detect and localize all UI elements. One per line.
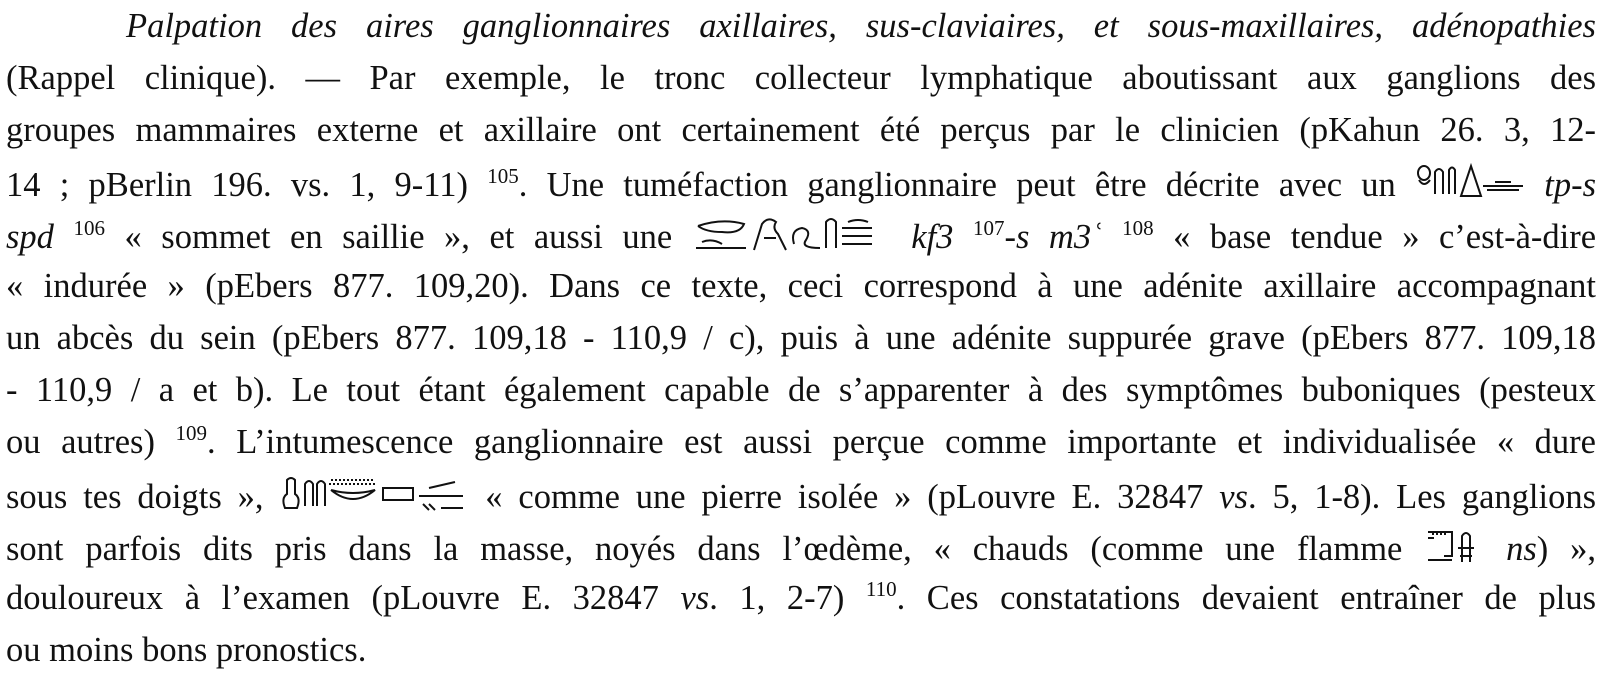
text: ou moins bons pronostics.: [6, 631, 367, 669]
paragraph-line-5: [6, 214, 1596, 254]
footnote-ref-109[interactable]: 109: [175, 421, 208, 445]
text: « indurée » (pEbers 877. 109,20). Dans ce texte, ceci correspond à une adénite axillaire accompagnant: [6, 267, 1596, 305]
transliteration: ns: [1506, 530, 1537, 568]
footnote-ref-105[interactable]: 105: [487, 164, 519, 188]
paragraph-line-1: [6, 6, 1596, 46]
text: . Ces constatations devaient entraîner de plus: [896, 579, 1596, 617]
text: - 110,9 / a et b). Le tout étant également capable de s’apparenter à des symptômes buboniques (pesteux: [6, 371, 1596, 409]
text: groupes mammaires externe et axillaire ont certainement été perçus par le clinicien (pKahun 26. 3, 12-: [6, 111, 1596, 149]
text: ou autres): [6, 423, 155, 461]
paragraph-line-11: [6, 526, 1596, 566]
transliteration: tp-s: [1544, 166, 1596, 204]
transliteration: spd: [6, 218, 54, 256]
paragraph-line-9: [6, 422, 1596, 462]
transliteration: -s: [1004, 218, 1030, 256]
text: . 1, 2-7): [709, 579, 845, 617]
text: 14 ; pBerlin 196. vs. 1, 9-11): [6, 166, 468, 204]
hieroglyph-kf3-s-m3-icon: [692, 214, 892, 254]
paragraph-line-13: [6, 630, 1596, 670]
footnote-ref-108[interactable]: 108: [1122, 216, 1154, 240]
text: . L’intumescence ganglionnaire est aussi perçue comme importante et individualisée « dure: [207, 423, 1596, 461]
paragraph-line-4: [6, 162, 1596, 202]
footnote-ref-106[interactable]: 106: [73, 216, 105, 240]
footnote-ref-107[interactable]: 107: [972, 216, 1005, 240]
text: « base tendue » c’est-à-dire: [1173, 218, 1597, 256]
paragraph-line-7: [6, 318, 1596, 358]
hieroglyph-tp-spd-icon: [1415, 162, 1525, 202]
verso-abbrev: vs: [1219, 478, 1248, 516]
text: un abcès du sein (pEbers 877. 109,18 - 110,9 / c), puis à une adénite suppurée grave (pEbers 877. 109,18: [6, 319, 1596, 357]
footnote-ref-110[interactable]: 110: [865, 577, 897, 601]
text: sous tes doigts »,: [6, 478, 264, 516]
text: sont parfois dits pris dans la masse, noyés dans l’œdème, « chauds (comme une flamme: [6, 530, 1403, 568]
hieroglyph-stone-icon: [279, 474, 469, 514]
text: . Une tuméfaction ganglionnaire peut être décrite avec un: [518, 166, 1396, 204]
transliteration: m3ʿ: [1048, 218, 1103, 256]
text: (Rappel clinique). — Par exemple, le tronc collecteur lymphatique aboutissant aux ganglions des: [6, 59, 1596, 97]
paragraph-line-10: [6, 474, 1596, 514]
paragraph-line-6: [6, 266, 1596, 306]
text: . 5, 1-8). Les ganglions: [1247, 478, 1597, 516]
paragraph-line-2: [6, 58, 1596, 98]
paragraph-line-12: [6, 578, 1596, 618]
section-heading: Palpation des aires ganglionnaires axillaires, sus-claviaires, et sous-maxillaires, adénopathies: [126, 7, 1596, 45]
paragraph-line-3: [6, 110, 1596, 150]
hieroglyph-ns-flame-icon: [1424, 526, 1484, 566]
verso-abbrev: vs: [680, 579, 710, 617]
text: douloureux à l’examen (pLouvre E. 32847: [6, 579, 659, 617]
paragraph-line-8: [6, 370, 1596, 410]
text: ) »,: [1536, 530, 1597, 568]
text: « sommet en saillie », et aussi une: [124, 218, 673, 256]
text: « comme une pierre isolée » (pLouvre E. 32847: [485, 478, 1204, 516]
transliteration: kf3: [911, 218, 954, 256]
